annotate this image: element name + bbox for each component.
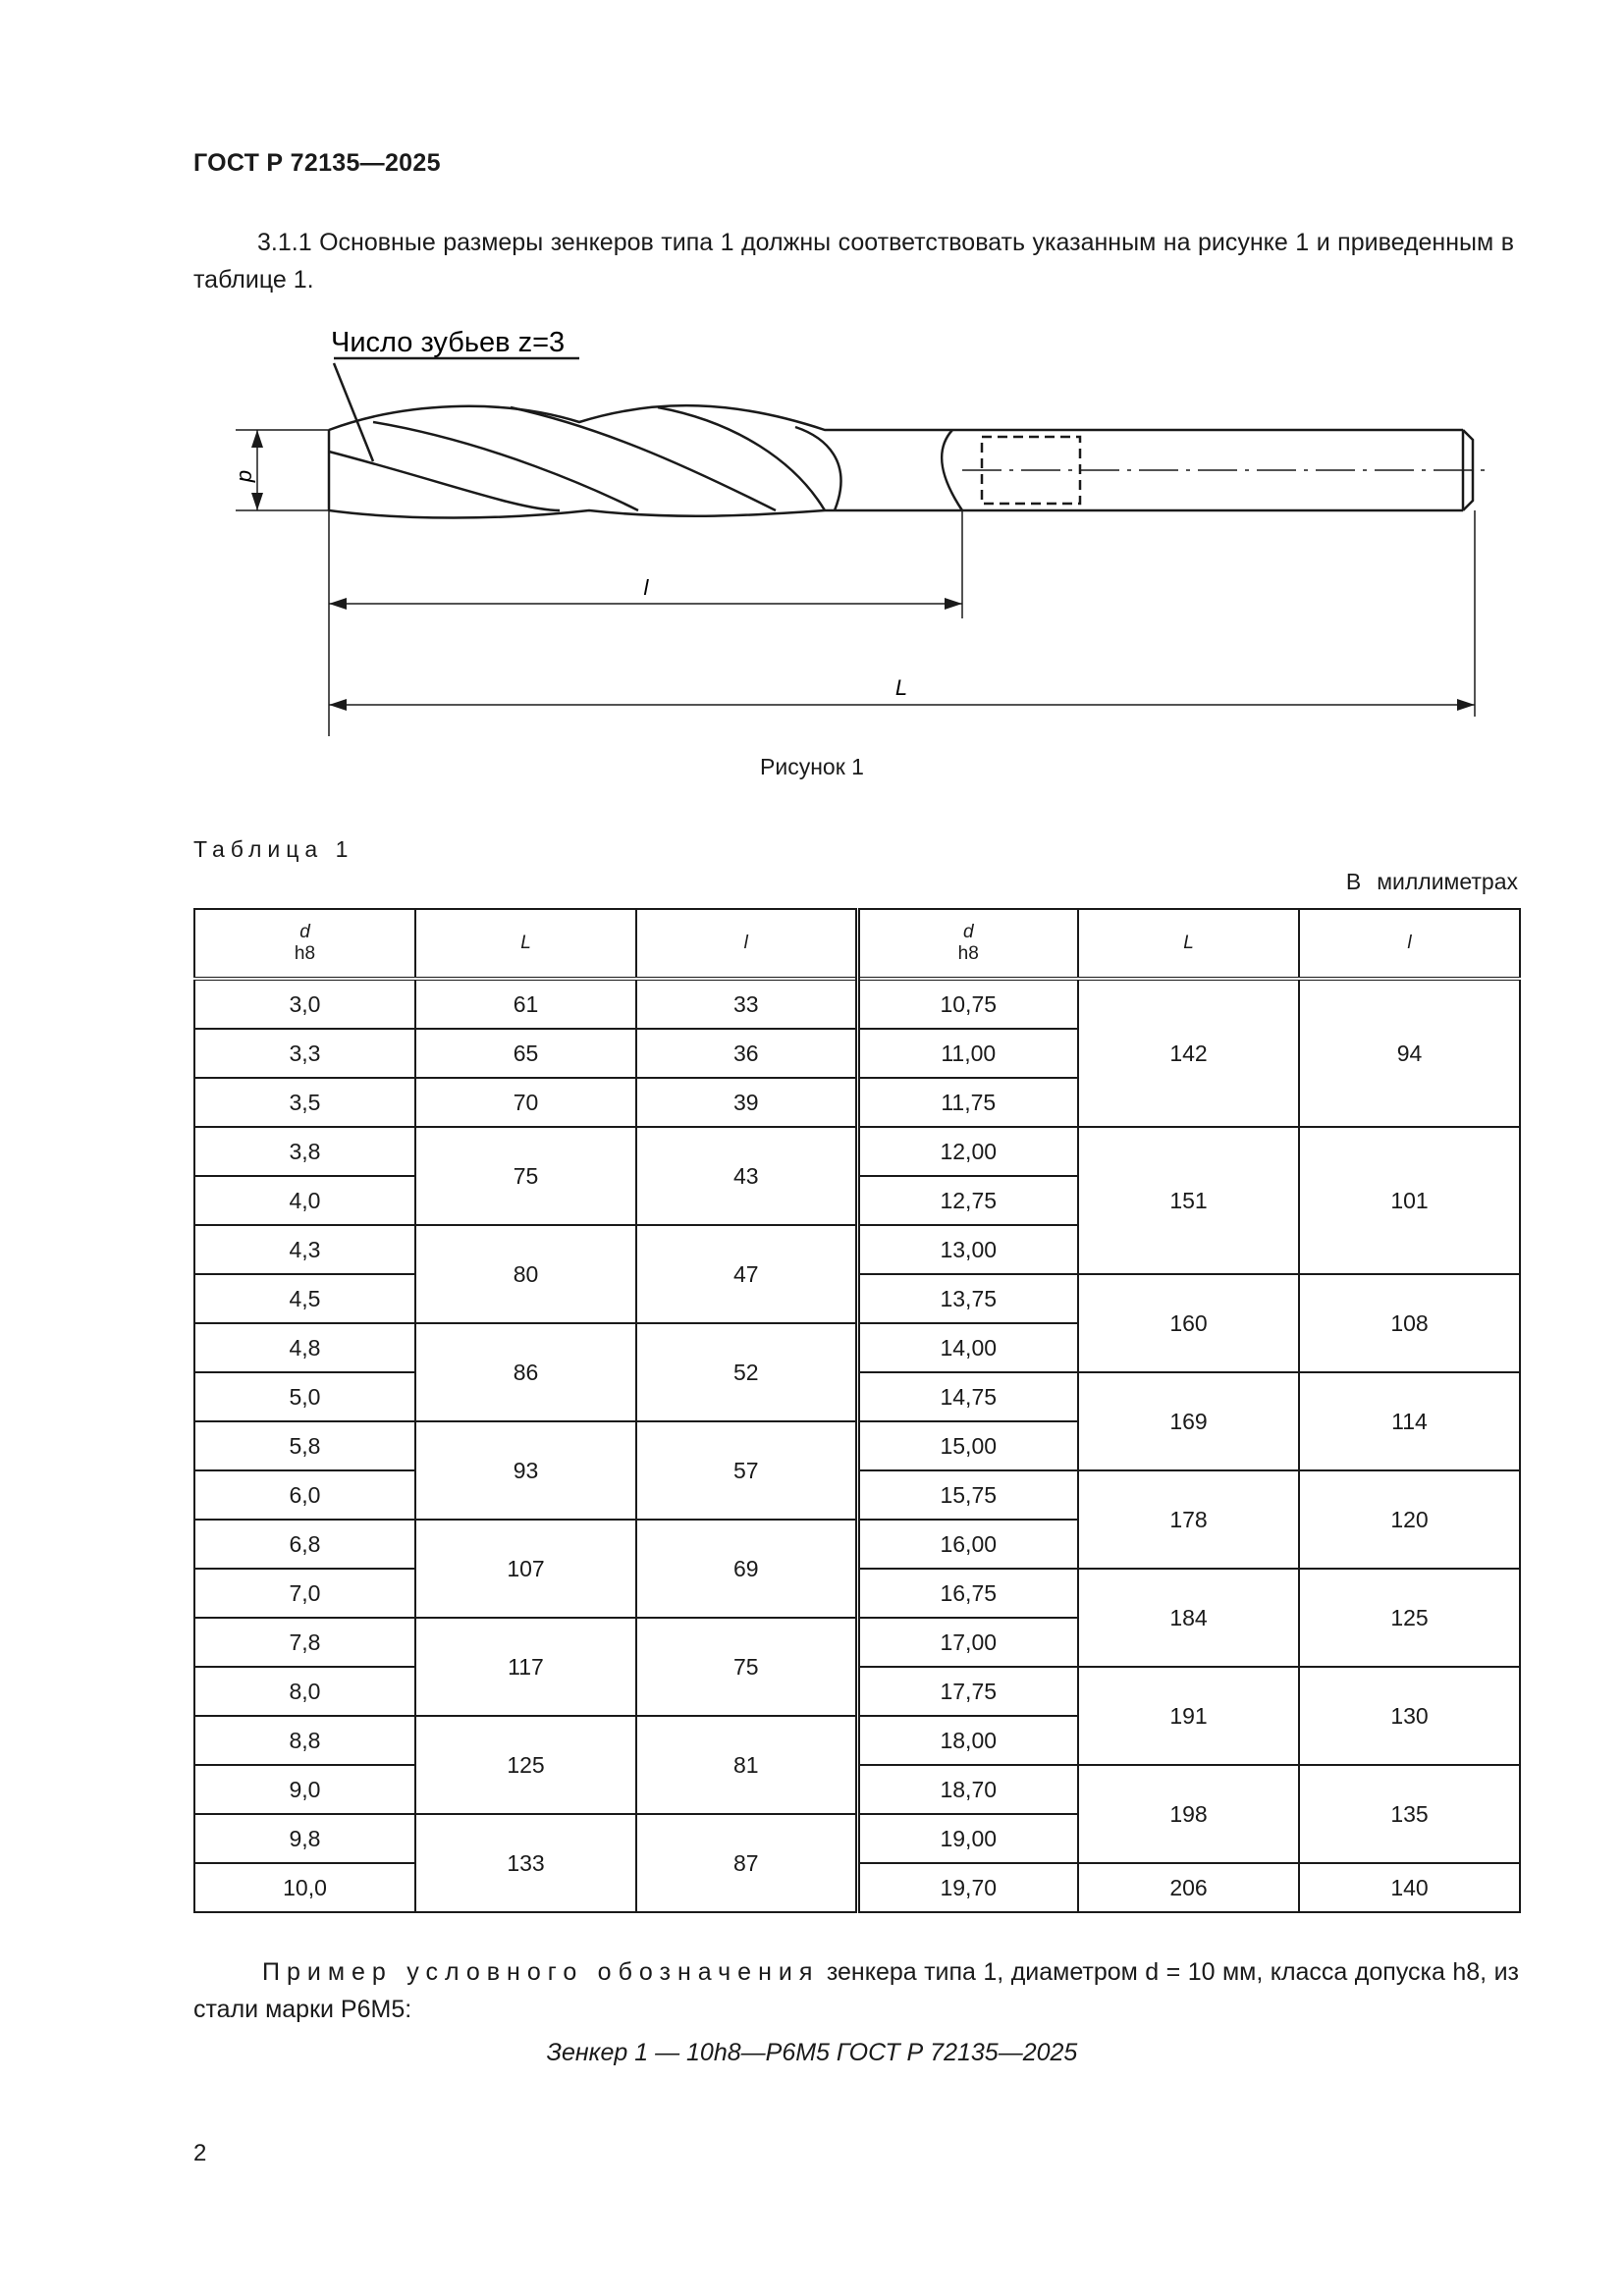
cell-l: 33 [636, 979, 857, 1029]
cell-d-2: 14,75 [857, 1372, 1078, 1421]
units-value: миллиметрах [1377, 869, 1518, 894]
cell-d: 4,8 [194, 1323, 415, 1372]
cell-l-2: 125 [1299, 1569, 1520, 1667]
header-L-2: L [1078, 909, 1299, 979]
table-row [194, 1470, 1520, 1520]
cell-L: 61 [415, 979, 636, 1029]
flute-3 [511, 407, 776, 510]
cell-L-2: 206 [1078, 1863, 1299, 1912]
l-arrow-right [945, 598, 962, 610]
cell-l: 39 [636, 1078, 857, 1127]
paragraph-3-1-1: 3.1.1 Основные размеры зенкеров типа 1 должны соответствовать указанным на рисунке 1 и приведенным в таблице 1. [193, 229, 1514, 294]
dim-L-label: L [894, 675, 908, 700]
label-leader [334, 363, 373, 461]
cell-L: 107 [415, 1520, 636, 1618]
cell-d-2: 15,00 [857, 1421, 1078, 1470]
teeth-label: Число зубьев z=3 [331, 327, 566, 358]
cell-l-2: 140 [1299, 1863, 1520, 1912]
cell-l-2: 135 [1299, 1765, 1520, 1863]
table-header-row [194, 909, 1520, 979]
cell-l-2: 108 [1299, 1274, 1520, 1372]
table-row [194, 1569, 1520, 1618]
cell-d: 3,5 [194, 1078, 415, 1127]
cell-L-2: 160 [1078, 1274, 1299, 1372]
dimensions-table [193, 908, 1521, 1913]
cell-L: 75 [415, 1127, 636, 1225]
table-row [194, 1765, 1520, 1814]
units-note [1346, 869, 1518, 895]
cell-l-2: 114 [1299, 1372, 1520, 1470]
cell-L-2: 151 [1078, 1127, 1299, 1274]
header-d-symbol: d [299, 922, 310, 942]
cell-d-2: 15,75 [857, 1470, 1078, 1520]
cell-L-2: 178 [1078, 1470, 1299, 1569]
body-bottom-edge [329, 510, 962, 518]
cell-d-2: 17,00 [857, 1618, 1078, 1667]
cell-d-2: 11,00 [857, 1029, 1078, 1078]
header-d-tolerance: h8 [294, 943, 316, 964]
table-row [194, 979, 1520, 1029]
cell-l: 69 [636, 1520, 857, 1618]
cell-L: 80 [415, 1225, 636, 1323]
cell-d-2: 14,00 [857, 1323, 1078, 1372]
cell-L: 117 [415, 1618, 636, 1716]
cell-d-2: 12,00 [857, 1127, 1078, 1176]
cell-d: 4,0 [194, 1176, 415, 1225]
cell-d: 7,0 [194, 1569, 415, 1618]
cell-l-2: 94 [1299, 979, 1520, 1127]
cell-d-2: 13,75 [857, 1274, 1078, 1323]
cell-d-2: 18,70 [857, 1765, 1078, 1814]
cell-L-2: 184 [1078, 1569, 1299, 1667]
header-d-2 [857, 909, 1078, 979]
cell-d: 4,3 [194, 1225, 415, 1274]
cell-d: 3,8 [194, 1127, 415, 1176]
cell-d: 3,0 [194, 979, 415, 1029]
cell-L-2: 198 [1078, 1765, 1299, 1863]
L-arrow-right [1457, 699, 1475, 711]
cell-L-2: 191 [1078, 1667, 1299, 1765]
table-label: Таблица 1 [193, 836, 354, 862]
cell-d: 8,8 [194, 1716, 415, 1765]
page-number: 2 [193, 2140, 207, 2166]
cell-d-2: 11,75 [857, 1078, 1078, 1127]
standard-header: ГОСТ Р 72135—2025 [193, 149, 441, 177]
header-L: L [415, 909, 636, 979]
units-prefix: В [1345, 869, 1362, 894]
cell-d: 8,0 [194, 1667, 415, 1716]
header-l: l [636, 909, 857, 979]
flute-2 [373, 422, 638, 510]
cell-l-2: 120 [1299, 1470, 1520, 1569]
table-row [194, 1667, 1520, 1716]
cell-d: 7,8 [194, 1618, 415, 1667]
flute-5 [795, 427, 840, 510]
cell-L: 70 [415, 1078, 636, 1127]
table-row [194, 1863, 1520, 1912]
table-row [194, 1372, 1520, 1421]
cell-l: 87 [636, 1814, 857, 1912]
cell-L-2: 169 [1078, 1372, 1299, 1470]
reamer-drawing [187, 314, 1502, 736]
designation-example [193, 1953, 1519, 2028]
cell-d-2: 13,00 [857, 1225, 1078, 1274]
neck-curve [942, 430, 962, 510]
cell-l-2: 101 [1299, 1127, 1520, 1274]
cell-d: 10,0 [194, 1863, 415, 1912]
cell-d-2: 18,00 [857, 1716, 1078, 1765]
flute-1 [329, 452, 560, 510]
cell-d-2: 12,75 [857, 1176, 1078, 1225]
header-d [194, 909, 415, 979]
cell-d: 6,0 [194, 1470, 415, 1520]
cell-d-2: 17,75 [857, 1667, 1078, 1716]
cell-d-2: 19,00 [857, 1814, 1078, 1863]
cell-l: 75 [636, 1618, 857, 1716]
cell-L: 93 [415, 1421, 636, 1520]
cell-l: 43 [636, 1127, 857, 1225]
cell-l: 52 [636, 1323, 857, 1421]
cell-l-2: 130 [1299, 1667, 1520, 1765]
d-arrow-top [251, 430, 263, 448]
body-top-edge [329, 405, 962, 430]
dim-l-label: l [643, 575, 649, 600]
cell-l: 81 [636, 1716, 857, 1814]
table-row [194, 1127, 1520, 1176]
cell-L-2: 142 [1078, 979, 1299, 1127]
cell-d: 5,8 [194, 1421, 415, 1470]
header-d2-tolerance: h8 [957, 943, 979, 964]
cell-d: 3,3 [194, 1029, 415, 1078]
designation-code: Зенкер 1 — 10h8—Р6М5 ГОСТ Р 72135—2025 [546, 2039, 1078, 2066]
L-arrow-left [329, 699, 347, 711]
cell-d-2: 16,00 [857, 1520, 1078, 1569]
cell-d: 9,8 [194, 1814, 415, 1863]
cell-d: 6,8 [194, 1520, 415, 1569]
cell-L: 125 [415, 1716, 636, 1814]
l-arrow-left [329, 598, 347, 610]
cell-d-2: 16,75 [857, 1569, 1078, 1618]
figure-caption: Рисунок 1 [760, 754, 864, 779]
cell-d: 9,0 [194, 1765, 415, 1814]
cell-l: 47 [636, 1225, 857, 1323]
cell-d: 5,0 [194, 1372, 415, 1421]
dim-d-label: d [235, 469, 259, 483]
table-row [194, 1274, 1520, 1323]
cell-d-2: 10,75 [857, 979, 1078, 1029]
d-arrow-bottom [251, 493, 263, 510]
cell-L: 65 [415, 1029, 636, 1078]
cell-l: 57 [636, 1421, 857, 1520]
header-d2-symbol: d [962, 922, 974, 942]
cell-d-2: 19,70 [857, 1863, 1078, 1912]
example-intro: Пример условного обозначения [262, 1958, 820, 1986]
cell-L: 133 [415, 1814, 636, 1912]
example-text: зенкера типа 1, диаметром d = 10 мм, класса допуска h8, из стали марки Р6М5: [193, 1958, 1519, 2023]
cell-l: 36 [636, 1029, 857, 1078]
cell-d: 4,5 [194, 1274, 415, 1323]
header-l-2: l [1299, 909, 1520, 979]
cell-L: 86 [415, 1323, 636, 1421]
